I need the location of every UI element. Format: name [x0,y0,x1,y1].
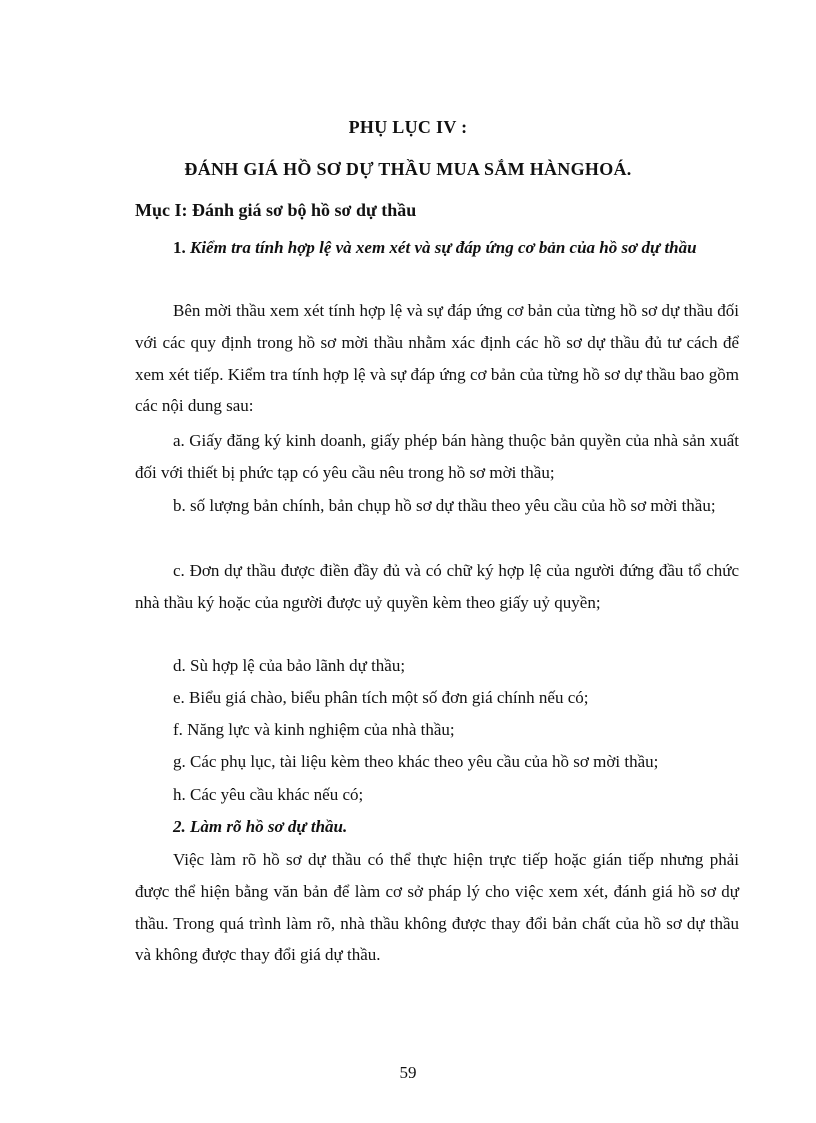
clarification-paragraph: Việc làm rõ hồ sơ dự thầu có thể thực hiện trực tiếp hoặc gián tiếp nhưng phải được thể hiện bằng văn bản để làm cơ sở pháp lý cho việc xem xét, đánh giá hồ sơ dự thầu. Trong quá trình làm rõ, nhà thầu không được thay đổi bản chất của hồ sơ dự thầu và không được thay đổi giá dự thầu. [135,850,739,965]
list-item-f: f. Năng lực và kinh nghiệm của nhà thầu; [173,720,455,739]
list-item-h: h. Các yêu cầu khác nếu có; [173,785,364,804]
list-item-g: g. Các phụ lục, tài liệu kèm theo khác theo yêu cầu của hồ sơ mời thầu; [173,752,659,771]
subsection-1-title: Kiểm tra tính hợp lệ và xem xét và sự đáp ứng cơ bản của hồ sơ dự thầu [190,238,697,257]
list-item-c: c. Đơn dự thầu được điền đầy đủ và có chữ ký hợp lệ của người đứng đầu tổ chức nhà thầu ký hoặc của người được uỷ quyền kèm theo giấy uỷ quyền; [135,561,739,612]
page-number: 59 [399,1063,417,1082]
list-item-e: e. Biểu giá chào, biểu phân tích một số đơn giá chính nếu có; [173,688,589,707]
list-item-d: d. Sù hợp lệ của bảo lãnh dự thầu; [173,656,406,675]
document-title: ĐÁNH GIÁ HỒ SƠ DỰ THẦU MUA SẮM HÀNGHOÁ. [184,159,632,179]
subsection-1-heading [135,232,739,264]
section-heading: Mục I: Đánh giá sơ bộ hồ sơ dự thầu [135,200,417,220]
subsection-2-heading: 2. Làm rõ hồ sơ dự thầu. [173,817,348,836]
list-item-a: a. Giấy đăng ký kinh doanh, giấy phép bán hàng thuộc bản quyền của nhà sản xuất đối với thiết bị phức tạp có yêu cầu nêu trong hồ sơ mời thầu; [135,431,739,482]
subsection-1-number: 1. [173,238,186,257]
intro-paragraph: Bên mời thầu xem xét tính hợp lệ và sự đáp ứng cơ bản của từng hồ sơ dự thầu đối với các quy định trong hồ sơ mời thầu nhằm xác định các hồ sơ dự thầu đủ tư cách để xem xét tiếp. Kiểm tra tính hợp lệ và sự đáp ứng cơ bản của từng hồ sơ dự thầu bao gồm các nội dung sau: [135,301,739,416]
list-item-b: b. số lượng bản chính, bản chụp hồ sơ dự thầu theo yêu cầu của hồ sơ mời thầu; [173,496,716,515]
appendix-title: PHỤ LỤC IV : [348,117,468,137]
